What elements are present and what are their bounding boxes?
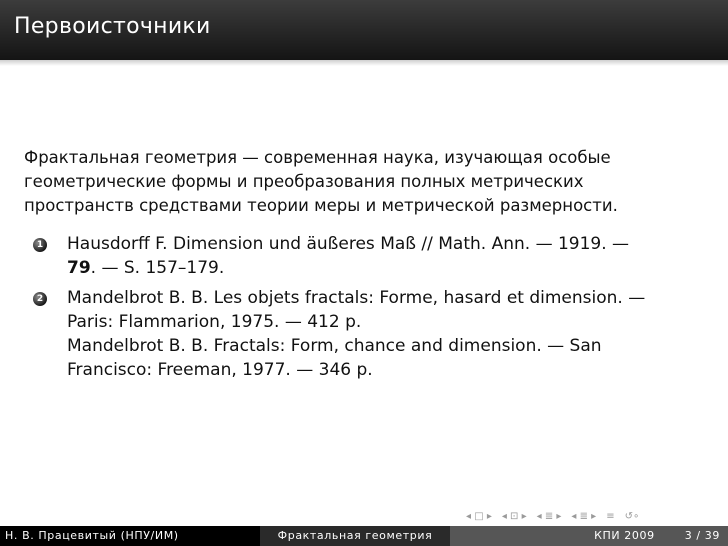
slide-title: Первоисточники xyxy=(14,14,211,39)
footer xyxy=(0,526,728,546)
reference-line: Francisco: Freeman, 1977. — 346 p. xyxy=(67,360,373,380)
reference-line: Paris: Flammarion, 1975. — 412 p. xyxy=(67,312,362,332)
subsection-nav-icon[interactable]: ◂ ≣ ▸ xyxy=(536,511,562,522)
search-icon[interactable]: ↺∘ xyxy=(624,511,640,522)
footer-institute: КПИ 2009 xyxy=(594,529,655,542)
reference-list xyxy=(30,232,710,388)
title-shadow xyxy=(0,60,728,66)
reference-number: 2 xyxy=(33,292,47,306)
footer-info xyxy=(450,526,728,546)
intro-text: Фрактальная геометрия — современная наука, изучающая особые геометрические формы и преобразования полных метрических пространств средствами теории меры и метрической размерности. xyxy=(24,148,618,215)
beamer-navigation xyxy=(466,511,639,523)
reference-line xyxy=(67,256,710,280)
reference-pages: . — S. 157–179. xyxy=(90,258,225,278)
reference-item xyxy=(30,286,710,382)
footer-author: Н. В. Працевитый (НПУ/ИМ) xyxy=(0,526,260,546)
reference-line: Mandelbrot B. B. Les objets fractals: Forme, hasard et dimension. — xyxy=(67,288,646,308)
footer-title: Фрактальная геометрия xyxy=(260,526,450,546)
title-bar xyxy=(0,0,728,60)
frame-nav-icon[interactable]: ◂ ⊡ ▸ xyxy=(501,511,527,522)
reference-line: Hausdorff F. Dimension und äußeres Maß // Math. Ann. — 1919. — xyxy=(67,234,630,254)
reference-number: 1 xyxy=(33,238,47,252)
align-icon[interactable]: ≡ xyxy=(606,511,615,522)
section-nav-icon[interactable]: ◂ ≣ ▸ xyxy=(571,511,597,522)
reference-volume: 79 xyxy=(67,258,91,278)
reference-item xyxy=(30,232,710,280)
footer-page-number: 3 / 39 xyxy=(684,529,720,542)
slide-nav-icon[interactable]: ◂ □ ▸ xyxy=(466,511,492,522)
reference-line: Mandelbrot B. B. Fractals: Form, chance and dimension. — San xyxy=(67,336,602,356)
